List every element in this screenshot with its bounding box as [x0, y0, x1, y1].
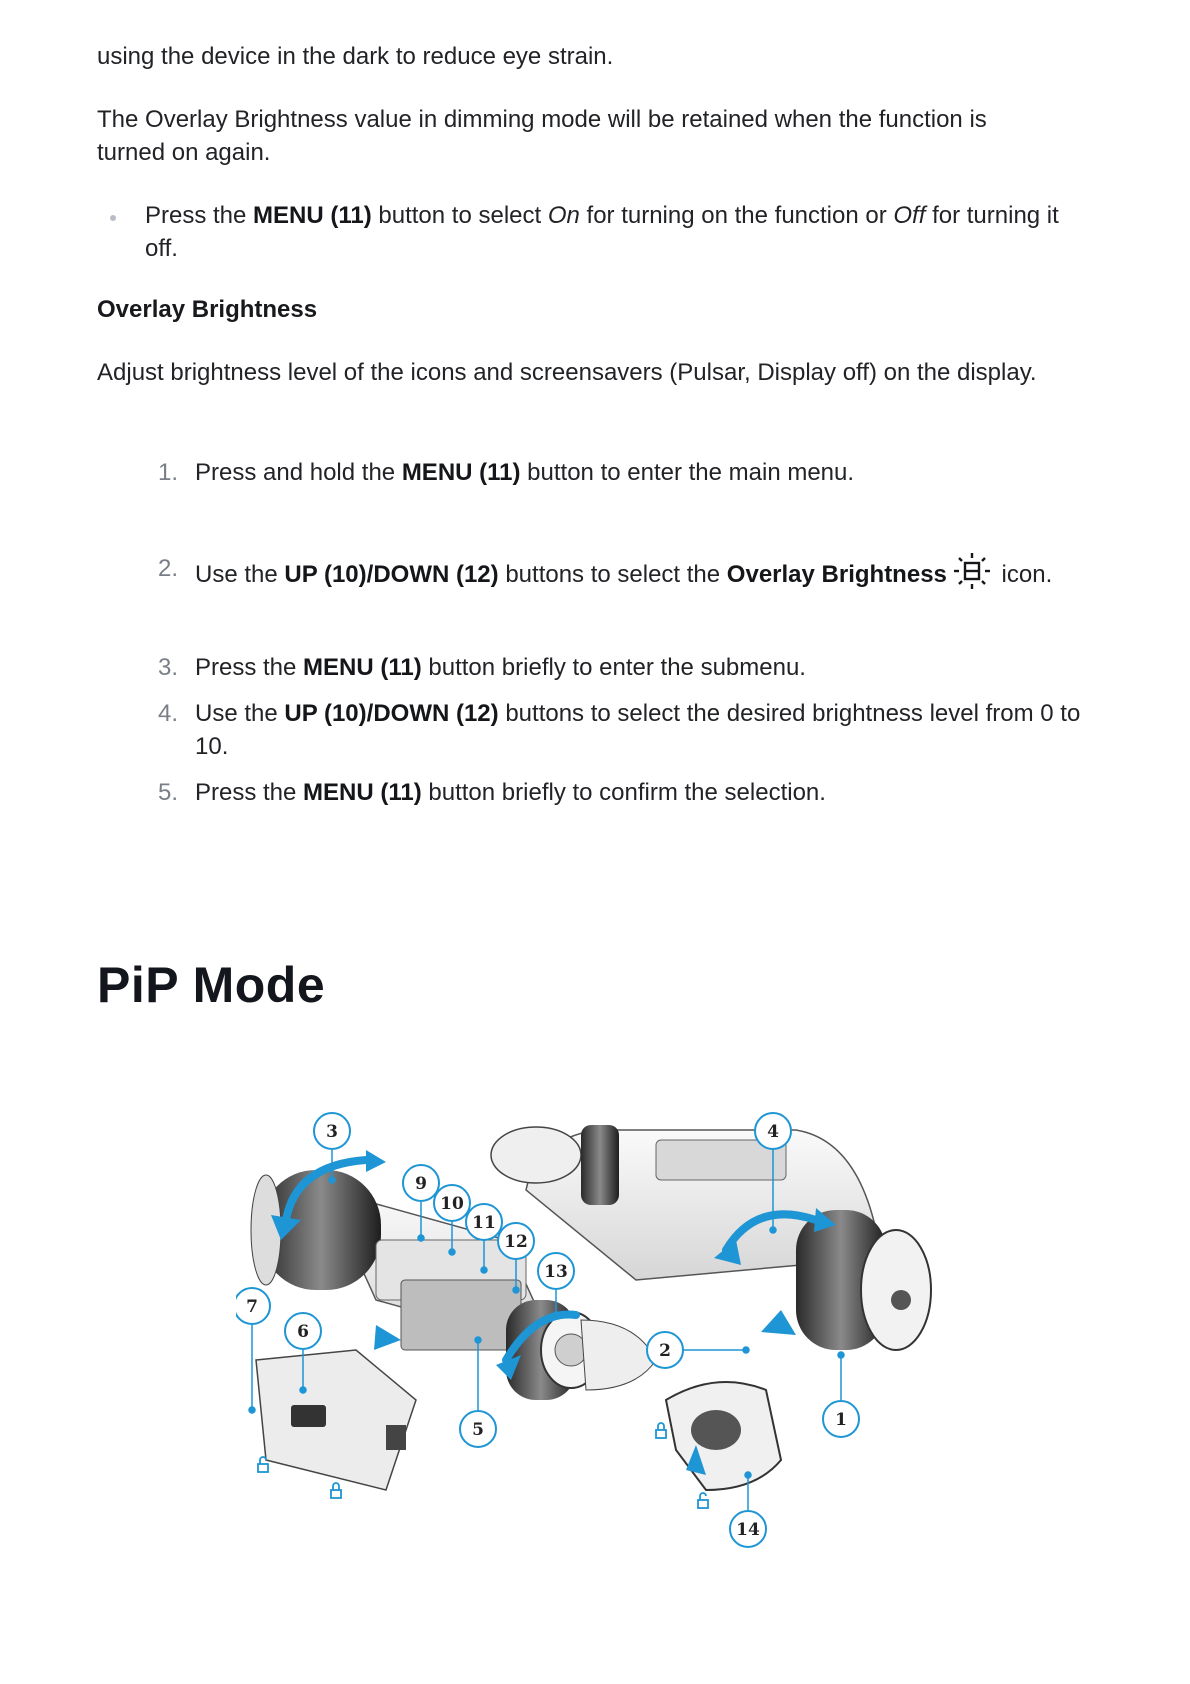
paragraph-dark-use: using the device in the dark to reduce eye strain. [97, 43, 614, 70]
eyecup-cover [666, 1382, 781, 1490]
step-3: Press the MENU (11) button briefly to enter the submenu. [195, 654, 806, 681]
callout-label: 2 [659, 1341, 671, 1361]
callout-label: 1 [835, 1410, 847, 1430]
callout-label: 3 [326, 1122, 338, 1142]
callout-label: 14 [736, 1520, 760, 1540]
section-title: Overlay Brightness [97, 296, 318, 323]
step-number: 5. [158, 779, 179, 806]
step-2: Use the UP (10)/DOWN (12) buttons to select the Overlay Brightness icon. [195, 552, 1095, 599]
step-number: 3. [158, 654, 179, 681]
callout-label: 10 [440, 1194, 464, 1214]
callout-label: 9 [415, 1174, 427, 1194]
step-5: Press the MENU (11) button briefly to confirm the selection. [195, 779, 826, 806]
step-1: Press and hold the MENU (11) button to enter the main menu. [195, 459, 855, 486]
callout-label: 11 [472, 1213, 496, 1233]
page-heading: PiP Mode [97, 957, 326, 1013]
section-description: Adjust brightness level of the icons and screensavers (Pulsar, Display off) on the display. [97, 359, 1037, 386]
step-number: 4. [158, 700, 179, 727]
paragraph-retained: The Overlay Brightness value in dimming mode will be retained when the function is turned on again. [97, 106, 987, 166]
callout-label: 6 [297, 1322, 309, 1342]
overlay-brightness-icon [953, 552, 991, 599]
callout-label: 13 [544, 1262, 568, 1282]
device-diagram [236, 1110, 956, 1580]
bullet-dot [110, 215, 116, 221]
battery-pack [256, 1350, 416, 1490]
step-number: 1. [158, 459, 179, 486]
step-4: Use the UP (10)/DOWN (12) buttons to select the desired brightness level from 0 to 10. [195, 700, 1081, 760]
step-number: 2. [158, 555, 179, 582]
device-illustration [236, 1110, 956, 1580]
callout-label: 12 [504, 1232, 528, 1252]
callout-label: 5 [472, 1420, 484, 1440]
callout-label: 4 [767, 1122, 779, 1142]
bullet-item: Press the MENU (11) button to select On for turning on the function or Off for turning it off. [145, 202, 1059, 262]
callout-label: 7 [246, 1297, 258, 1317]
